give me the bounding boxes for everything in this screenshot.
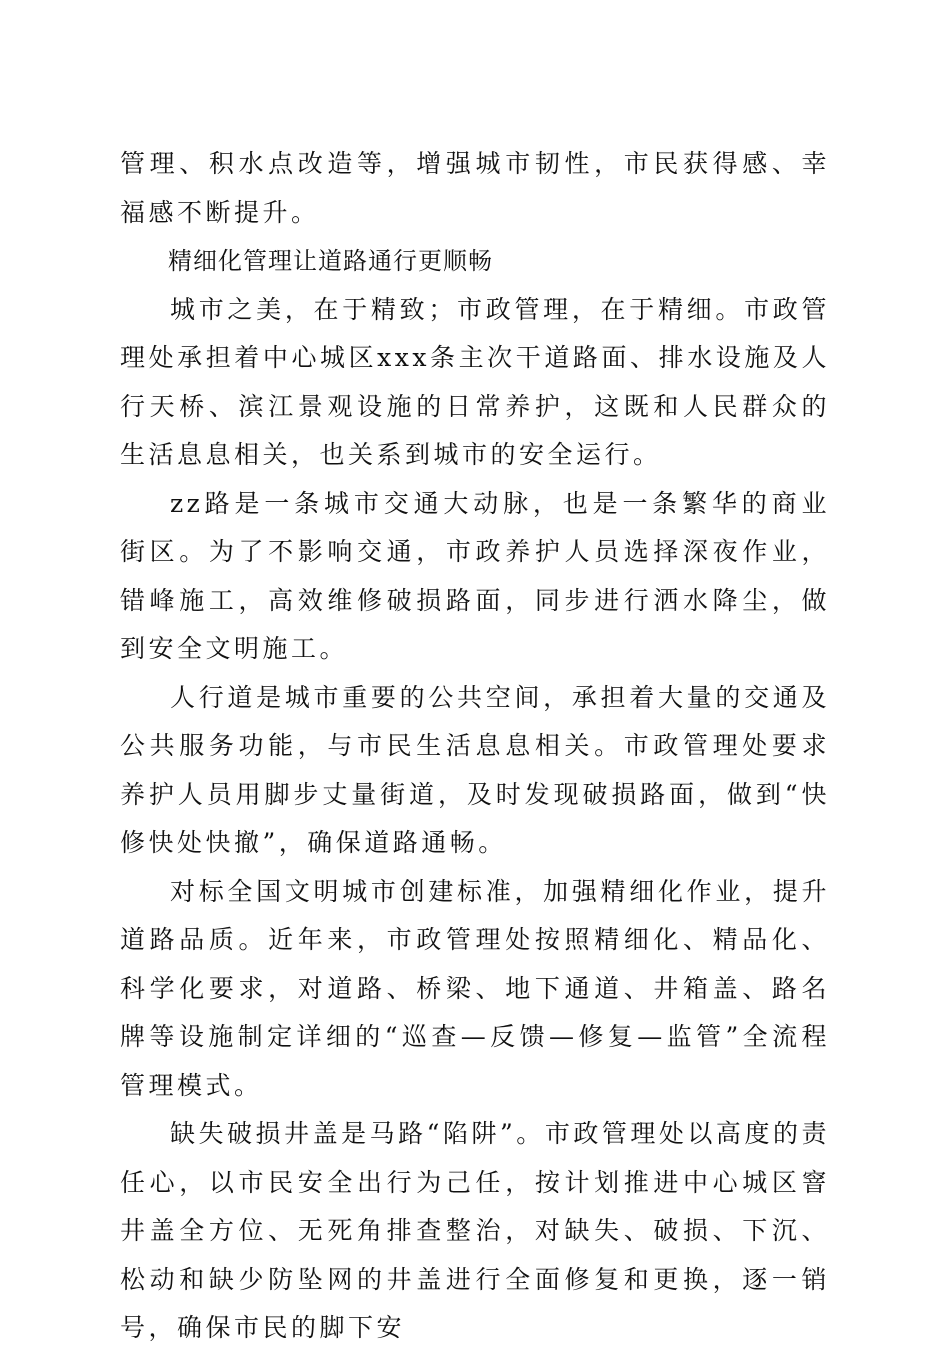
- paragraph-manhole-covers: 缺失破损井盖是马路“陷阱”。市政管理处以高度的责任心，以市民安全出行为己任，按计划推进中心城区窨井盖全方位、无死角排查整治，对缺失、破损、下沉、松动和缺少防坠网的井盖进行全面修复和更换，逐一销号，确保市民的脚下安: [120, 1119, 830, 1342]
- paragraph-sidewalk: 人行道是城市重要的公共空间，承担着大量的交通及公共服务功能，与市民生活息息相关。市政管理处要求养护人员用脚步丈量街道，及时发现破损路面，做到“快修快处快撤”，确保道路通畅。: [120, 682, 830, 857]
- section-heading: 精细化管理让道路通行更顺畅: [168, 247, 493, 275]
- paragraph-city-beauty: 城市之美，在于精致；市政管理，在于精细。市政管理处承担着中心城区xxx条主次干道路面、排水设施及人行天桥、滨江景观设施的日常养护，这既和人民群众的生活息息相关，也关系到城市的安全运行。: [120, 294, 830, 469]
- paragraph-zz-road: zz路是一条城市交通大动脉，也是一条繁华的商业街区。为了不影响交通，市政养护人员选择深夜作业，错峰施工，高效维修破损路面，同步进行洒水降尘，做到安全文明施工。: [120, 488, 830, 663]
- document-body: [120, 140, 830, 1353]
- paragraph-standards: 对标全国文明城市创建标准，加强精细化作业，提升道路品质。近年来，市政管理处按照精细化、精品化、科学化要求，对道路、桥梁、地下通道、井箱盖、路名牌等设施制定详细的“巡查—反馈—修复—监管”全流程管理模式。: [120, 876, 830, 1100]
- paragraph-continuation: 管理、积水点改造等，增强城市韧性，市民获得感、幸福感不断提升。: [120, 149, 830, 227]
